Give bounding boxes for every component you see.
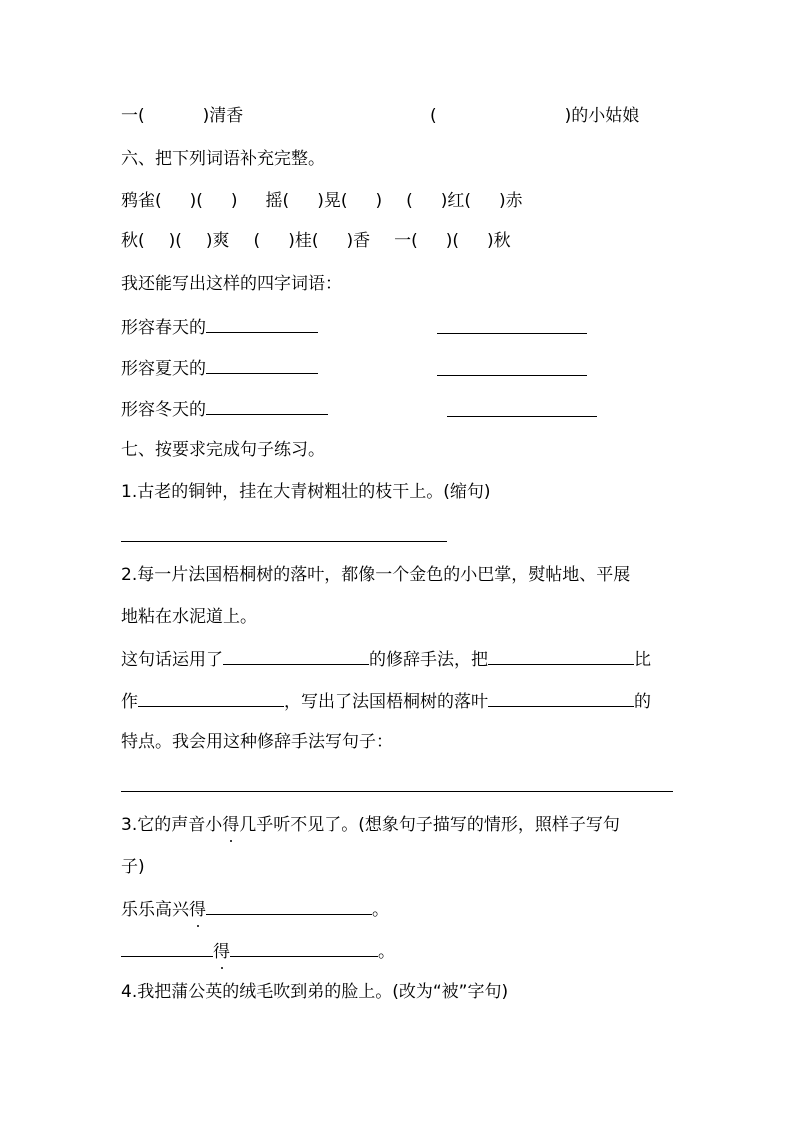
emphasis-char: 得 (189, 900, 206, 920)
section-seven-title: 七、按要求完成句子练习。 (121, 440, 325, 460)
text: ( (253, 231, 261, 251)
text: 秋( (121, 231, 145, 251)
question-2-line-1: 2.每一片法国梧桐树的落叶，都像一个金色的小巴掌，熨帖地、平展 (121, 565, 631, 585)
text: 。 (372, 900, 389, 920)
phrase-fragrance (121, 104, 243, 128)
winter-row (121, 396, 328, 420)
answer-line[interactable] (121, 791, 673, 792)
text: 形容冬天的 (121, 400, 206, 420)
text: ) (230, 191, 238, 211)
answer-blank[interactable] (206, 896, 372, 915)
text: )晃( (317, 191, 348, 211)
text: )香 (346, 231, 371, 251)
answer-line[interactable] (121, 541, 447, 542)
idiom-row-a (121, 189, 523, 213)
text: 。 (378, 942, 395, 962)
text: )清香 (202, 106, 244, 126)
text: 鸦雀( (121, 191, 162, 211)
text: ( (430, 106, 437, 126)
text: 一( (394, 231, 418, 251)
emphasis-char: 得 (222, 815, 240, 835)
answer-blank[interactable] (437, 375, 587, 376)
answer-blank[interactable] (447, 416, 597, 417)
text: 一( (121, 106, 145, 126)
answer-blank[interactable] (223, 646, 369, 665)
text: 的 (634, 692, 651, 712)
text: 几乎听不见了。(想象句子描写的情形，照样子写句 (239, 815, 620, 835)
answer-blank[interactable] (488, 688, 634, 707)
spring-row (121, 314, 318, 338)
answer-blank[interactable] (437, 333, 587, 334)
summer-row (121, 355, 318, 379)
question-4: 4.我把蒲公英的绒毛吹到弟的脸上。(改为“被”字句) (121, 982, 509, 1002)
answer-blank[interactable] (121, 938, 213, 957)
idiom-row-b (121, 229, 511, 253)
question-1: 1.古老的铜钟，挂在大青树粗壮的枝干上。(缩句) (121, 482, 491, 502)
text: ，写出了法国梧桐树的落叶 (284, 692, 488, 712)
question-3-line-1 (121, 813, 620, 837)
text: 摇( (265, 191, 290, 211)
answer-blank[interactable] (488, 646, 634, 665)
practice-row (121, 938, 395, 962)
rhetoric-row-1 (121, 646, 651, 670)
text: )爽 (205, 231, 230, 251)
text: ) (375, 191, 383, 211)
text: 作 (121, 692, 138, 712)
text: 乐乐高兴 (121, 900, 189, 920)
four-char-prompt: 我还能写出这样的四字词语： (121, 274, 342, 294)
emphasis-char: 得 (213, 942, 230, 962)
text: )桂( (288, 231, 319, 251)
text: )( (189, 191, 203, 211)
text: 这句话运用了 (121, 650, 223, 670)
example-row (121, 896, 389, 920)
text: )红( (440, 191, 471, 211)
text: )( (445, 231, 459, 251)
text: ( (406, 191, 413, 211)
rhetoric-row-3: 特点。我会用这种修辞手法写句子： (121, 732, 393, 752)
text: )秋 (487, 231, 511, 251)
text: 3.它的声音小 (121, 815, 223, 835)
text: )赤 (499, 191, 523, 211)
answer-blank[interactable] (206, 314, 318, 333)
section-six-title: 六、把下列词语补充完整。 (121, 149, 325, 169)
answer-blank[interactable] (138, 688, 284, 707)
question-3-line-2: 子) (121, 857, 145, 877)
text: )的小姑娘 (564, 106, 640, 126)
text: 形容夏天的 (121, 359, 206, 379)
text: 形容春天的 (121, 318, 206, 338)
answer-blank[interactable] (206, 355, 318, 374)
text: )( (168, 231, 182, 251)
answer-blank[interactable] (206, 396, 328, 415)
question-2-line-2: 地粘在水泥道上。 (121, 607, 257, 627)
rhetoric-row-2 (121, 688, 651, 712)
phrase-little-girl (430, 104, 639, 128)
text: 比 (634, 650, 651, 670)
answer-blank[interactable] (230, 938, 378, 957)
text: 的修辞手法，把 (369, 650, 488, 670)
